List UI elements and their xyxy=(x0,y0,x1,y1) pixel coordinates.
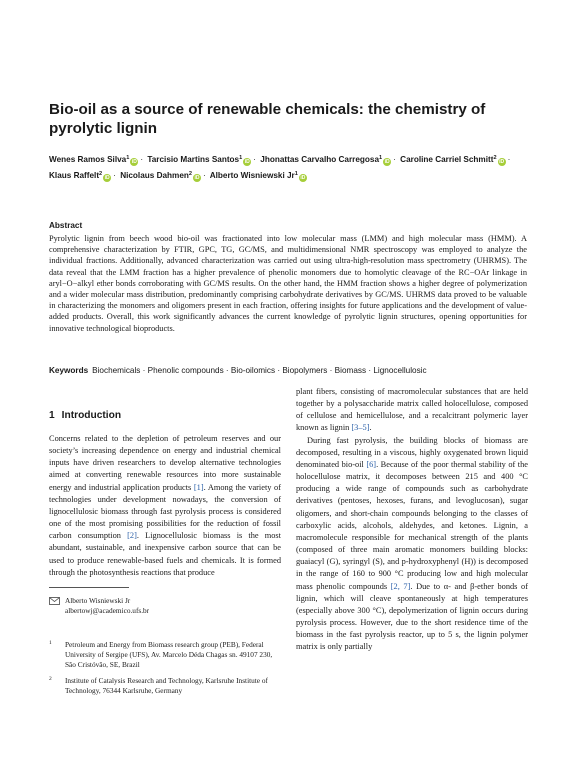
body-right-column xyxy=(296,386,528,653)
citation-link[interactable]: [2, 7] xyxy=(390,581,411,591)
envelope-icon xyxy=(49,597,61,605)
author-name[interactable]: Alberto Wisniewski Jr$^1$iD xyxy=(209,171,306,181)
orcid-icon[interactable]: iD xyxy=(244,159,250,165)
author-name[interactable]: Jhonattas Carvalho Carregosa$^1$iD xyxy=(260,155,390,165)
paragraph: plant fibers, consisting of macromolecular substances that are held together by a polysaccharide matrix called holocellulose, composed of cellulose and hemicellulose, and a recalcitrant polymeric layer known as lignin [3–5]. xyxy=(296,387,528,433)
corresponding-name: Alberto Wisniewski Jr xyxy=(65,596,131,605)
section-title: Introduction xyxy=(61,410,122,421)
author-name[interactable]: Caroline Carriel Schmitt$^2$iD xyxy=(400,155,505,165)
orcid-icon[interactable]: iD xyxy=(300,175,306,181)
author-name[interactable]: Klaus Raffelt$^2$iD xyxy=(49,171,110,181)
author-name[interactable]: Nicolaus Dahmen$^2$iD xyxy=(120,171,200,181)
author-list: Wenes Ramos Silva$^1$iD · Tarcisio Martins Santos$^1$iD · Jhonattas Carvalho Carregosa$^1$iD · Caroline Carriel Schmitt$^2$iD · Klaus Raffelt$^2$iD · Nicolaus Dahmen$^2$iD · Alberto Wisniewski Jr$^1$iD xyxy=(49,155,511,181)
footnote-divider xyxy=(49,587,129,588)
citation-link[interactable]: [2] xyxy=(127,531,137,541)
body-left-column: Concerns related to the depletion of petroleum reserves and our society’s increasing dependence on energy and industrial chemical inputs have driven researchers to develop alternative technologies aimed at converting renewable resources into more sustainable energy and industrial application products [1]. Among the variety of technologies under development nowadays, the conversion of lignocellulosic biomass through fast pyrolysis process is considered one of the most promising possibilities for the reduction of fossil carbon consumption [2]. Lignocellulosic biomass is the most abundant, sustainable, and inexpensive carbon source that can be used to produce renewable-based fuels and chemicals. It is formed through the photosynthesis reactions that produce xyxy=(49,434,281,577)
citation-link[interactable]: [6] xyxy=(366,459,377,469)
section-number: 1 xyxy=(49,410,55,421)
article-page: Bio-oil as a source of renewable chemicals: the chemistry of pyrolytic lignin Wenes Ramos Silva$^1$iD · Tarcisio Martins Santos$^1$iD · Jhonattas Carvalho Carregosa$^1$iD · Caroline Carriel Schmitt$^2$iD · Klaus Raffelt$^2$iD · Nicolaus Dahmen$^2$iD · Alberto Wisniewski Jr$^1$iD Abstract Pyrolytic lignin from beech wood bio-oil was fractionated into low molecular mass (LMM) and high molecular mass (HMM). A comprehensive characterization by FTIR, GPC, TG, GC/MS, and multidimensional NMR spectroscopy was employed to analyze the individual fractions. Additionally, advanced characterization was carried out using ultra-high-resolution mass spectrometry (UHRMS). The data reveal that the LMM fraction has a higher prevalence of phenolic monomers due to homolytic cleavage of the RC−OAr linkage in aryl−O−alkyl ether bonds corroborating with GC/MS results. On the other hand, the HMM fraction shows a higher degree of polymerization and a wider molecular mass distribution, predominantly comprising carbohydrate derivatives by GC/MS. UHRMS data proved to be valuable in characterizing the monomers and oligomers present in each fraction, offering insights for future applications and the development of value-added products. Overall, this work significantly advances the current knowledge of pyrolytic lignin structures, opening opportunities for innovative technological bioproducts. Keywords Biochemicals · Phenolic compounds · Bio-oilomics · Biopolymers · Biomass · Lignocellulosic 1 Introduction Concerns related to the depletion of petroleum reserves and our society’s increasing dependence on energy and industrial chemical inputs have driven researchers to develop alternative technologies aimed at converting renewable resources into more sustainable energy and industrial application products [1]. Among the variety of technologies under development nowadays, the conversion of lignocellulosic biomass through fast pyrolysis process is considered one of the most promising possibilities for the reduction of fossil carbon consumption [2]. Lignocellulosic biomass is the most abundant, sustainable, and inexpensive carbon source that can be used to produce renewable-based fuels and chemicals. It is formed through the photosynthesis reactions that produce plant fibers, consisting of macromolecular substances that are held together by a polysaccharide matrix called holocellulose, composed of cellulose and hemicellulose, and a recalcitrant polymeric layer known as lignin [3–5]. During fast pyrolysis, the building blocks of biomass are decomposed, resulting in a viscous, highly oxygenated brown liquid denominated bio-oil [6]. Because of the poor thermal stability of the holocellulose matrix, it decomposes between 215 and 400 °C producing a wide range of compounds such as carbohydrate derivatives (pentoses, hexoses, furans, and levoglucosan), sugar oligomers, and short-chain compounds belonging to the classes of carboxylic acids, alcohols, aldehydes, and ketones. Lignin, a macromolecule responsible for mechanical strength of the plants (composed of three main aromatic monomers building blocks: guaiacyl (G), syringyl (S), and p-hydroxyphenyl (H)) is decomposed in the range of 160 to 900 °C producing low and high molecular mass phenolic compounds [2, 7]. Due to α- and β-ether bonds of lignin, which will cleave spontaneously at high temperatures (especially above 300 °C), depolymerization of lignin occurs during pyrolysis process. However, due to the short residence time of the biomass in the fast pyrolysis reactor, up to 5 s, the lignin polymer matrix is only partially Alberto Wisniewski Jr albertowj@academico.ufs.br 1 Petroleum and Energy from Biomass research group (PEB), Federal University of Sergipe (UFS), Av. Marcelo Déda Chagas sn. 49107 230, São Cristóvão, SE, Brazil 2 Institute of Catalysis Research and Technology, Karlsruhe Institute of Technology, 76344 Karlsruhe, Germany xyxy=(0,0,576,766)
citation-link[interactable]: [1] xyxy=(193,482,204,492)
orcid-icon[interactable]: iD xyxy=(194,175,200,181)
abstract-heading: Abstract xyxy=(49,221,83,230)
citation-link[interactable]: [3–5] xyxy=(351,423,370,433)
abstract-text: Pyrolytic lignin from beech wood bio-oil was fractionated into low molecular mass (LMM) and high molecular mass (HMM). A comprehensive characterization by FTIR, GPC, TG, GC/MS, and multidimensional NMR spectroscopy was employed to analyze the individual fractions. Additionally, advanced characterization was carried out using ultra-high-resolution mass spectrometry (UHRMS). The data reveal that the LMM fraction has a higher prevalence of phenolic monomers due to homolytic cleavage of the RC−OAr linkage in aryl−O−alkyl ether bonds corroborating with GC/MS results. On the other hand, the HMM fraction shows a higher degree of polymerization and a wider molecular mass distribution, predominantly comprising carbohydrate derivatives by GC/MS. UHRMS data proved to be valuable in characterizing the monomers and oligomers present in each fraction, offering insights for future applications and the development of value-added products. Overall, this work significantly advances the current knowledge of pyrolytic lignin structures, opening opportunities for innovative technological bioproducts. xyxy=(49,234,527,333)
keywords-label: Keywords xyxy=(49,366,89,375)
orcid-icon[interactable]: iD xyxy=(384,159,390,165)
paragraph: During fast pyrolysis, the building blocks of biomass are decomposed, resulting in a viscous, highly oxygenated brown liquid denominated bio-oil [6]. Because of the poor thermal stability of the holocellulose matrix, it decomposes between 215 and 400 °C producing a wide range of compounds such as carbohydrate derivatives (pentoses, hexoses, furans, and levoglucosan), sugar oligomers, and short-chain compounds belonging to the classes of carboxylic acids, alcohols, aldehydes, and ketones. Lignin, a macromolecule responsible for mechanical strength of the plants (composed of three main aromatic monomers building blocks: guaiacyl (G), syringyl (S), and p-hydroxyphenyl (H)) is decomposed in the range of 160 to 900 °C producing low and high molecular mass phenolic compounds [2, 7]. Due to α- and β-ether bonds of lignin, which will cleave spontaneously at high temperatures (especially above 300 °C), depolymerization of lignin occurs during pyrolysis process. However, due to the short residence time of the biomass in the fast pyrolysis reactor, up to 5 s, the lignin polymer matrix is only partially xyxy=(296,435,528,652)
author-name[interactable]: Tarcisio Martins Santos$^1$iD xyxy=(147,155,250,165)
author-name[interactable]: Wenes Ramos Silva$^1$iD xyxy=(49,155,137,165)
orcid-icon[interactable]: iD xyxy=(499,159,505,165)
orcid-icon[interactable]: iD xyxy=(104,175,110,181)
paper-title: Bio-oil as a source of renewable chemicals: the chemistry of pyrolytic lignin xyxy=(49,101,486,137)
section-heading xyxy=(49,410,121,421)
corresponding-email[interactable]: albertowj@academico.ufs.br xyxy=(65,606,150,615)
keywords xyxy=(49,366,427,375)
orcid-icon[interactable]: iD xyxy=(131,159,137,165)
keywords-list: Biochemicals · Phenolic compounds · Bio-oilomics · Biopolymers · Biomass · Lignocellulosic xyxy=(92,366,427,375)
